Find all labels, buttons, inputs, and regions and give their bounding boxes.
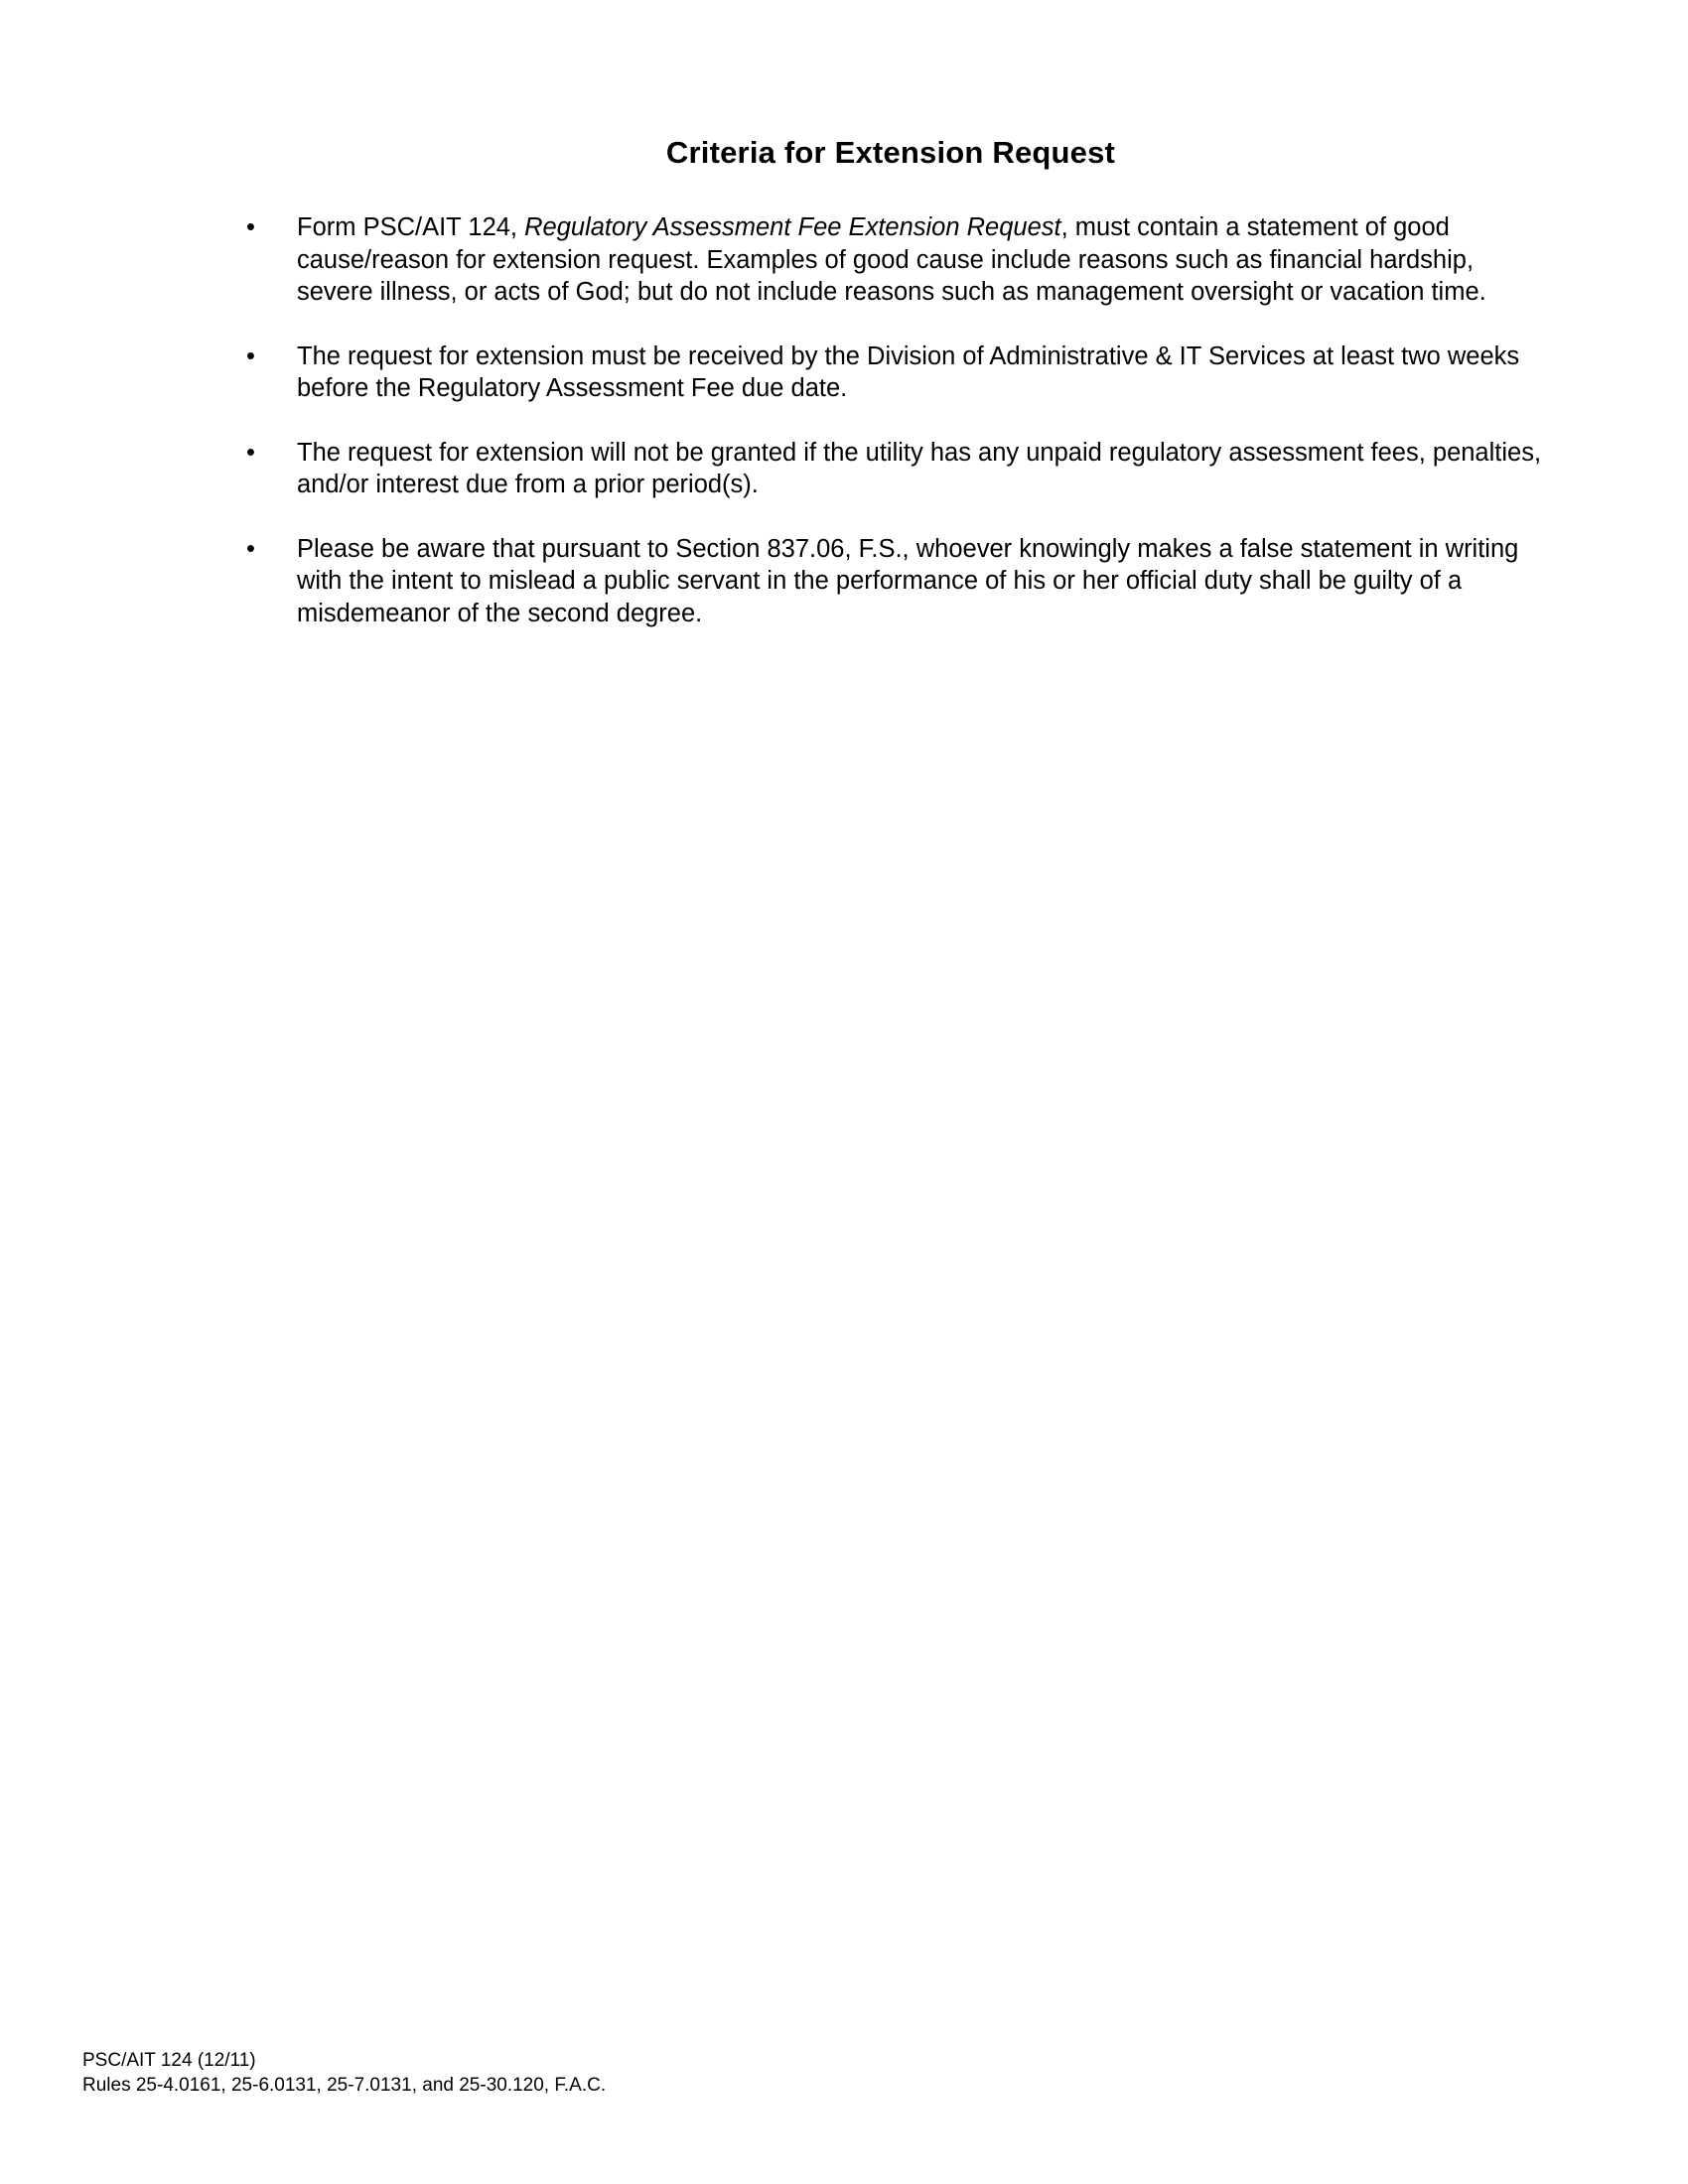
criteria-item-deadline bbox=[246, 341, 1547, 405]
criteria-item-form-statement bbox=[246, 211, 1547, 309]
bullet-icon: • bbox=[246, 213, 255, 241]
footer-rules: Rules 25-4.0161, 25-6.0131, 25-7.0131, and 25-30.120, F.A.C. bbox=[82, 2075, 607, 2096]
bullet-icon: • bbox=[246, 438, 255, 467]
footer-form-id: PSC/AIT 124 (12/11) bbox=[82, 2050, 256, 2071]
criteria-text: The request for extension will not be granted if the utility has any unpaid regulatory assessment fees, penalties, and/or interest due from a prior period(s). bbox=[297, 438, 1542, 498]
bullet-icon: • bbox=[246, 341, 255, 370]
criteria-text-suffix: , must contain a statement of good cause/reason for extension request. Examples of good cause include reasons such as financial hardship, severe illness, or acts of God; but do not include reasons such as management oversight or vacation time. bbox=[297, 213, 1486, 306]
criteria-text-prefix: Form PSC/AIT 124, bbox=[297, 213, 525, 241]
criteria-list bbox=[246, 211, 1547, 661]
page-footer bbox=[82, 2048, 606, 2098]
bullet-icon: • bbox=[246, 534, 255, 563]
criteria-text: The request for extension must be received by the Division of Administrative & IT Services at least two weeks before the Regulatory Assessment Fee due date. bbox=[297, 341, 1520, 402]
criteria-item-false-statement bbox=[246, 533, 1547, 630]
criteria-item-unpaid-fees bbox=[246, 437, 1547, 501]
criteria-text: Please be aware that pursuant to Section 837.06, F.S., whoever knowingly makes a false statement in writing with the intent to mislead a public servant in the performance of his or her official duty shall be guilty of a misdemeanor of the second degree. bbox=[297, 534, 1519, 627]
page-title: Criteria for Extension Request bbox=[665, 135, 1116, 170]
form-name-italic: Regulatory Assessment Fee Extension Request bbox=[524, 213, 1061, 241]
